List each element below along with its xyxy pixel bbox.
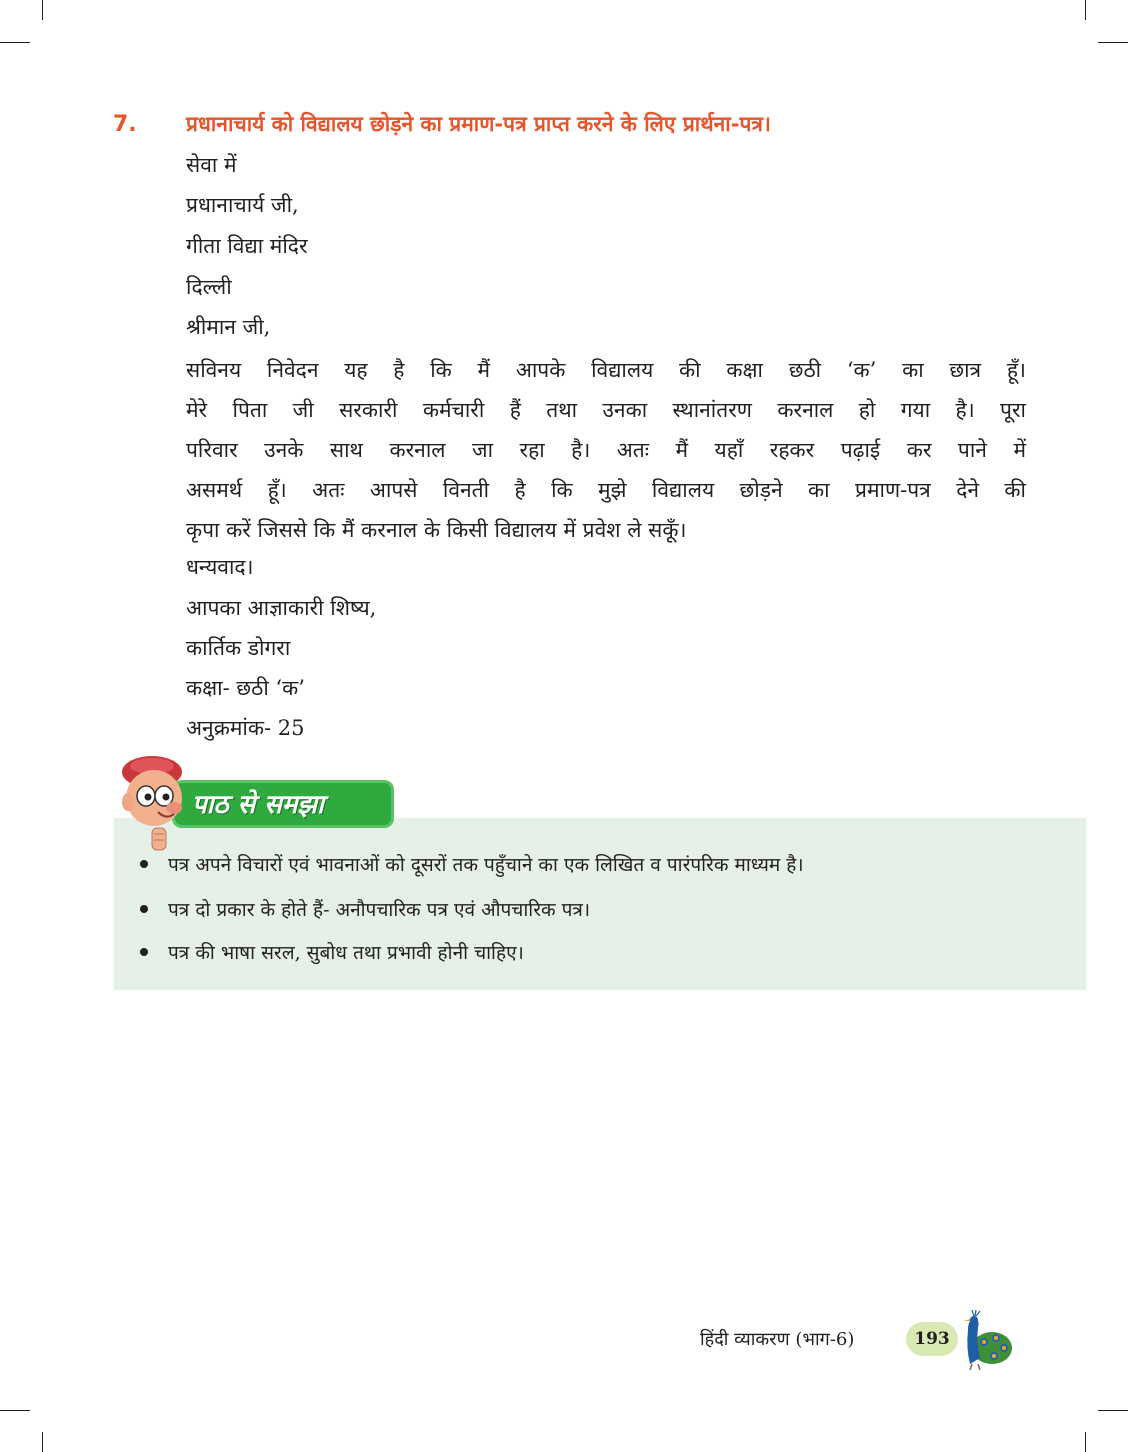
letter-body — [186, 350, 1026, 550]
letter-body-line: कृपा करें जिससे कि मैं करनाल के किसी विद्यालय में प्रवेश ले सकूँ। — [186, 518, 687, 542]
book-title: हिंदी व्याकरण (भाग-6) — [700, 1329, 855, 1350]
crop-mark — [42, 0, 43, 20]
closing-line: आपका आज्ञाकारी शिष्य, — [186, 596, 377, 620]
letter-body-line: असमर्थ हूँ। अतः आपसे विनती है कि मुझे विद्यालय छोड़ने का प्रमाण-पत्र देने की — [186, 478, 1026, 502]
question-number: 7. — [113, 112, 137, 137]
summary-point — [140, 897, 590, 923]
sender-name: कार्तिक डोगरा — [186, 636, 291, 660]
address-line: दिल्ली — [186, 275, 232, 299]
letter-body-line: परिवार उनके साथ करनाल जा रहा है। अतः मैं यहाँ रहकर पढ़ाई कर पाने में — [186, 438, 1026, 462]
address-line: सेवा में — [186, 153, 237, 177]
crop-mark — [1085, 0, 1086, 20]
summary-point-text: पत्र अपने विचारों एवं भावनाओं को दूसरों तक पहुँचाने का एक लिखित व पारंपरिक माध्यम है। — [168, 854, 804, 876]
summary-point-text: पत्र की भाषा सरल, सुबोध तथा प्रभावी होनी चाहिए। — [168, 942, 524, 964]
salutation: श्रीमान जी, — [186, 315, 271, 339]
question-title: प्रधानाचार्य को विद्यालय छोड़ने का प्रमाण-पत्र प्राप्त करने के लिए प्रार्थना-पत्र। — [186, 112, 771, 136]
crop-mark — [1098, 42, 1128, 43]
summary-badge — [172, 780, 394, 828]
thanks-line: धन्यवाद। — [186, 555, 254, 579]
address-line: गीता विद्या मंदिर — [186, 234, 308, 258]
summary-point-text: पत्र दो प्रकार के होते हैं- अनौपचारिक पत्र एवं औपचारिक पत्र। — [168, 899, 591, 921]
boy-mascot-icon — [112, 750, 202, 855]
summary-badge-label: पाठ से समझा — [192, 790, 324, 820]
summary-point — [140, 940, 524, 966]
crop-mark — [42, 1432, 43, 1452]
page-number: 193 — [906, 1322, 958, 1356]
crop-mark — [1098, 1410, 1128, 1411]
bullet-icon — [140, 948, 148, 956]
summary-point — [140, 852, 804, 878]
bullet-icon — [140, 905, 148, 913]
sender-class: कक्षा- छठी ‘क’ — [186, 676, 305, 700]
crop-mark — [0, 42, 30, 43]
peacock-icon — [950, 1308, 1014, 1370]
bullet-icon — [140, 860, 148, 868]
crop-mark — [1085, 1432, 1086, 1452]
crop-mark — [0, 1410, 30, 1411]
sender-roll: अनुक्रमांक- 25 — [186, 716, 305, 740]
letter-body-line: सविनय निवेदन यह है कि मैं आपके विद्यालय की कक्षा छठी ‘क’ का छात्र हूँ। — [186, 358, 1026, 382]
letter-body-line: मेरे पिता जी सरकारी कर्मचारी हैं तथा उनका स्थानांतरण करनाल हो गया है। पूरा — [186, 398, 1026, 422]
address-line: प्रधानाचार्य जी, — [186, 193, 299, 217]
